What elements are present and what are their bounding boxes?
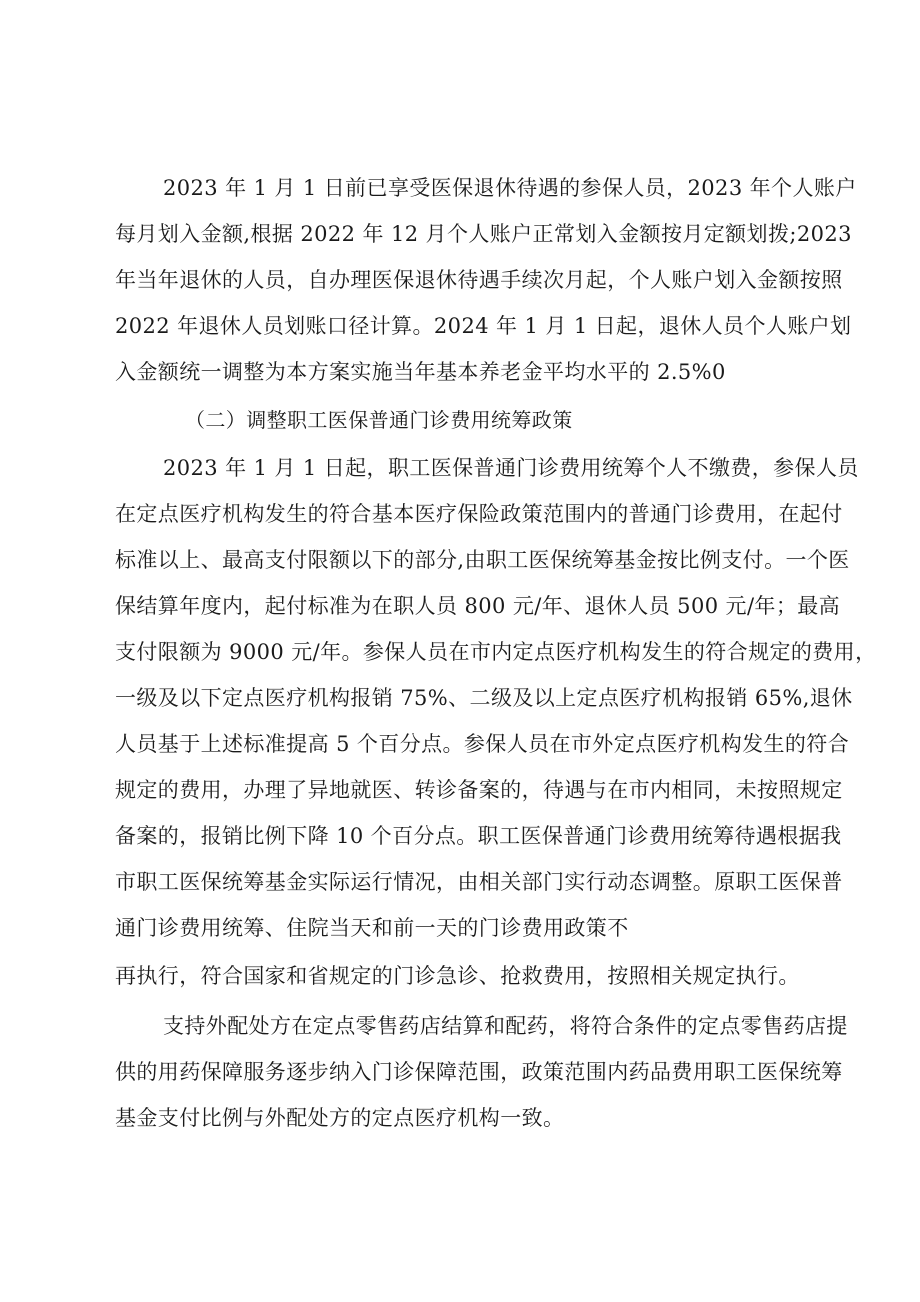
para2-line-1: 2023 年 1 月 1 日起，职工医保普通门诊费用统筹个人不缴费，参保人员: [163, 456, 859, 480]
section-heading: （二）调整职工医保普通门诊费用统筹政策: [185, 408, 573, 432]
para3-line-2: 供的用药保障服务逐步纳入门诊保障范围，政策范围内药品费用职工医保统筹: [115, 1060, 843, 1084]
para3-line-1: 支持外配处方在定点零售药店结算和配药，将符合条件的定点零售药店提: [163, 1014, 848, 1038]
para1-line-2: 每月划入金额,根据 2022 年 12 月个人账户正常划入金额按月定额划拨;2023: [115, 222, 852, 246]
para2-line-11: 通门诊费用统筹、住院当天和前一天的门诊费用政策不: [115, 916, 629, 940]
para2-line-10: 市职工医保统筹基金实际运行情况，由相关部门实行动态调整。原职工医保普: [115, 870, 843, 894]
para3-line-3: 基金支付比例与外配处方的定点医疗机构一致。: [115, 1106, 565, 1130]
para2-line-3: 标准以上、最高支付限额以下的部分,由职工医保统筹基金按比例支付。一个医: [115, 548, 850, 572]
para2-line-2: 在定点医疗机构发生的符合基本医疗保险政策范围内的普通门诊费用，在起付: [115, 502, 843, 526]
para1-line-4: 2022 年退休人员划账口径计算。2024 年 1 月 1 日起，退休人员个人账户划: [115, 314, 852, 338]
para2-line-4: 保结算年度内，起付标准为在职人员 800 元/年、退休人员 500 元/年；最高: [115, 594, 841, 618]
para1-line-5: 入金额统一调整为本方案实施当年基本养老金平均水平的 2.5%0: [115, 360, 726, 384]
para1-line-3: 年当年退休的人员，自办理医保退休待遇手续次月起，个人账户划入金额按照: [115, 268, 843, 292]
para2-line-7: 人员基于上述标准提高 5 个百分点。参保人员在市外定点医疗机构发生的符合: [115, 732, 850, 756]
para2-line-8: 规定的费用，办理了异地就医、转诊备案的，待遇与在市内相同，未按照规定: [115, 778, 843, 802]
para2-line-5: 支付限额为 9000 元/年。参保人员在市内定点医疗机构发生的符合规定的费用，: [115, 640, 877, 664]
para1-line-1: 2023 年 1 月 1 日前已享受医保退休待遇的参保人员，2023 年个人账户: [163, 176, 857, 200]
para2-line-12: 再执行，符合国家和省规定的门诊急诊、抢救费用，按照相关规定执行。: [115, 964, 800, 988]
para2-line-6: 一级及以下定点医疗机构报销 75%、二级及以上定点医疗机构报销 65%,退休: [115, 686, 853, 710]
para2-line-9: 备案的，报销比例下降 10 个百分点。职工医保普通门诊费用统筹待遇根据我: [115, 824, 842, 848]
